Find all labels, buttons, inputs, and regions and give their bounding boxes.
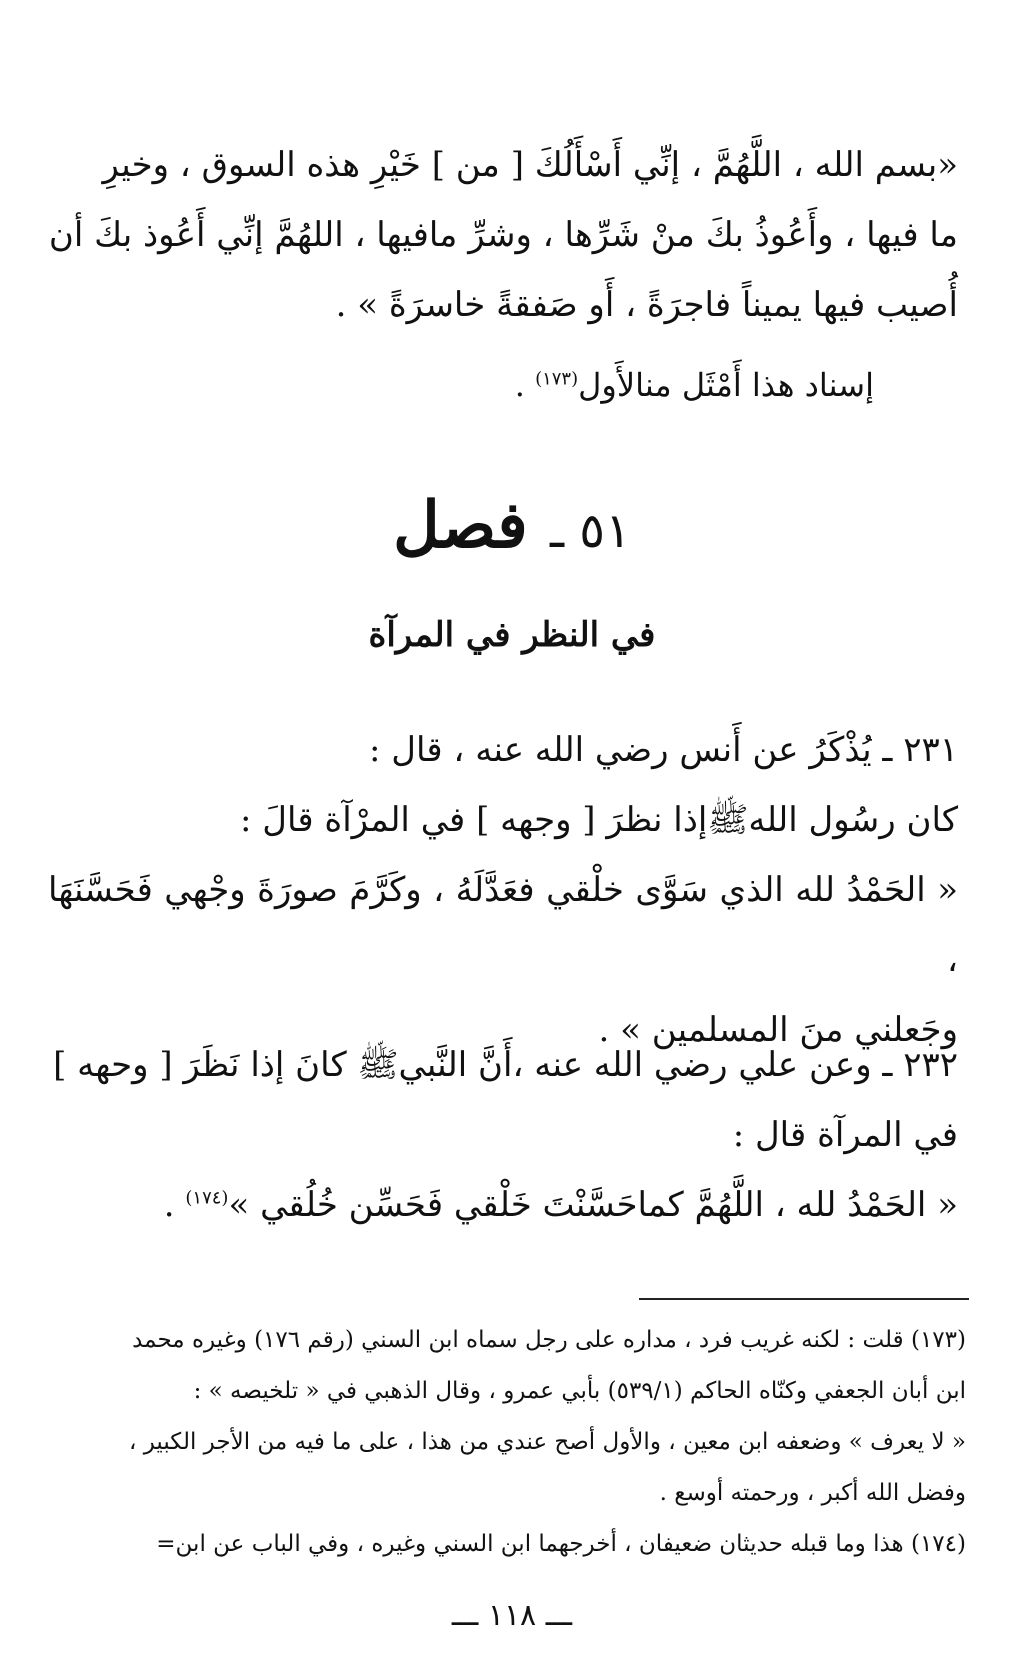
footnote-174-line-1: (١٧٤) هذا وما قبله حديثان ضعيفان ، أخرجهما ابن السني وغيره ، وفي الباب عن ابن= (156, 1531, 966, 1557)
hadith-231-line-4: وجَعلني منَ المسلمين » . (598, 1010, 958, 1050)
chapter-title: فصل (393, 488, 528, 563)
hadith-232-period: . (163, 1185, 175, 1225)
hadith-231-line-1: ٢٣١ ـ يُذْكَرُ عن أَنس رضي الله عنه ، قال : (369, 730, 958, 770)
page-number: ـــ ١١٨ ـــ (451, 1598, 573, 1633)
hadith-231-line-3: « الحَمْدُ لله الذي سَوَّى خلْقي فعَدَّلَهُ ، وكَرَّمَ صورَةَ وجْهي فَحَسَّنَهَا ، (48, 870, 958, 980)
hadith-232-line-1: ٢٣٢ ـ وعن علي رضي الله عنه ،أَنَّ النَّبيﷺ كانَ إذا نَظَرَ [ وحهه ] (53, 1045, 958, 1085)
hadith-232-line-3 (48, 1170, 958, 1240)
chapter-subtitle: في النظر في المرآة (368, 615, 656, 655)
footnotes-section (44, 1315, 966, 1570)
footnote-separator (639, 1298, 969, 1300)
footnote-173-line-3: « لا يعرف » وضعفه ابن معين ، والأول أصح عندي من هذا ، على ما فيه من الأجر الكبير ، (128, 1429, 966, 1455)
intro-prayer-paragraph (48, 130, 958, 340)
hadith-231 (48, 715, 958, 1065)
footnote-ref-174[interactable]: (١٧٤) (185, 1187, 229, 1209)
chapter-heading (0, 488, 1024, 563)
footnote-173-line-1: (١٧٣) قلت : لكنه غريب فرد ، مداره على رجل سماه ابن السني (رقم ١٧٦) وغيره محمد (132, 1327, 966, 1353)
isnad-text: إسناد هذا أَمْثَل منالأَول (578, 366, 874, 404)
prayer-line-2: ما فيها ، وأَعُوذُ بكَ منْ شَرِّها ، وشرِّ مافيها ، اللهُمَّ إنِّي أَعُوذ بكَ أن (48, 215, 958, 255)
chapter-number: ٥١ ـ (549, 503, 631, 559)
footnote-173-line-4: وفضل الله أكبر ، ورحمته أوسع . (659, 1480, 966, 1506)
prayer-line-1: «بسم الله ، اللَّهُمَّ ، إنِّي أَسْأَلُكَ [ من ] خَيْرِ هذه السوق ، وخيرِ (102, 145, 958, 185)
hadith-231-line-2: كان رسُول اللهﷺإذا نظرَ [ وجهه ] في المرْآة قالَ : (240, 800, 958, 840)
hadith-232 (48, 1030, 958, 1240)
isnad-period: . (514, 366, 525, 404)
footnote-173-line-2: ابن أبان الجعفي وكنّاه الحاكم (٥٣٩/١) بأبي عمرو ، وقال الذهبي في « تلخيصه » : (193, 1378, 966, 1404)
footnote-ref-173[interactable]: (١٧٣) (535, 368, 579, 390)
hadith-232-line-2: في المرآة قال : (732, 1115, 958, 1155)
isnad-remark (48, 350, 874, 420)
prayer-line-3: أُصيب فيها يميناً فاجرَةً ، أَو صَفقةً خاسرَةً » . (335, 285, 958, 325)
hadith-232-supplication: « الحَمْدُ لله ، اللَّهُمَّ كماحَسَّنْتَ خَلْقي فَحَسِّن خُلُقي » (228, 1185, 958, 1225)
